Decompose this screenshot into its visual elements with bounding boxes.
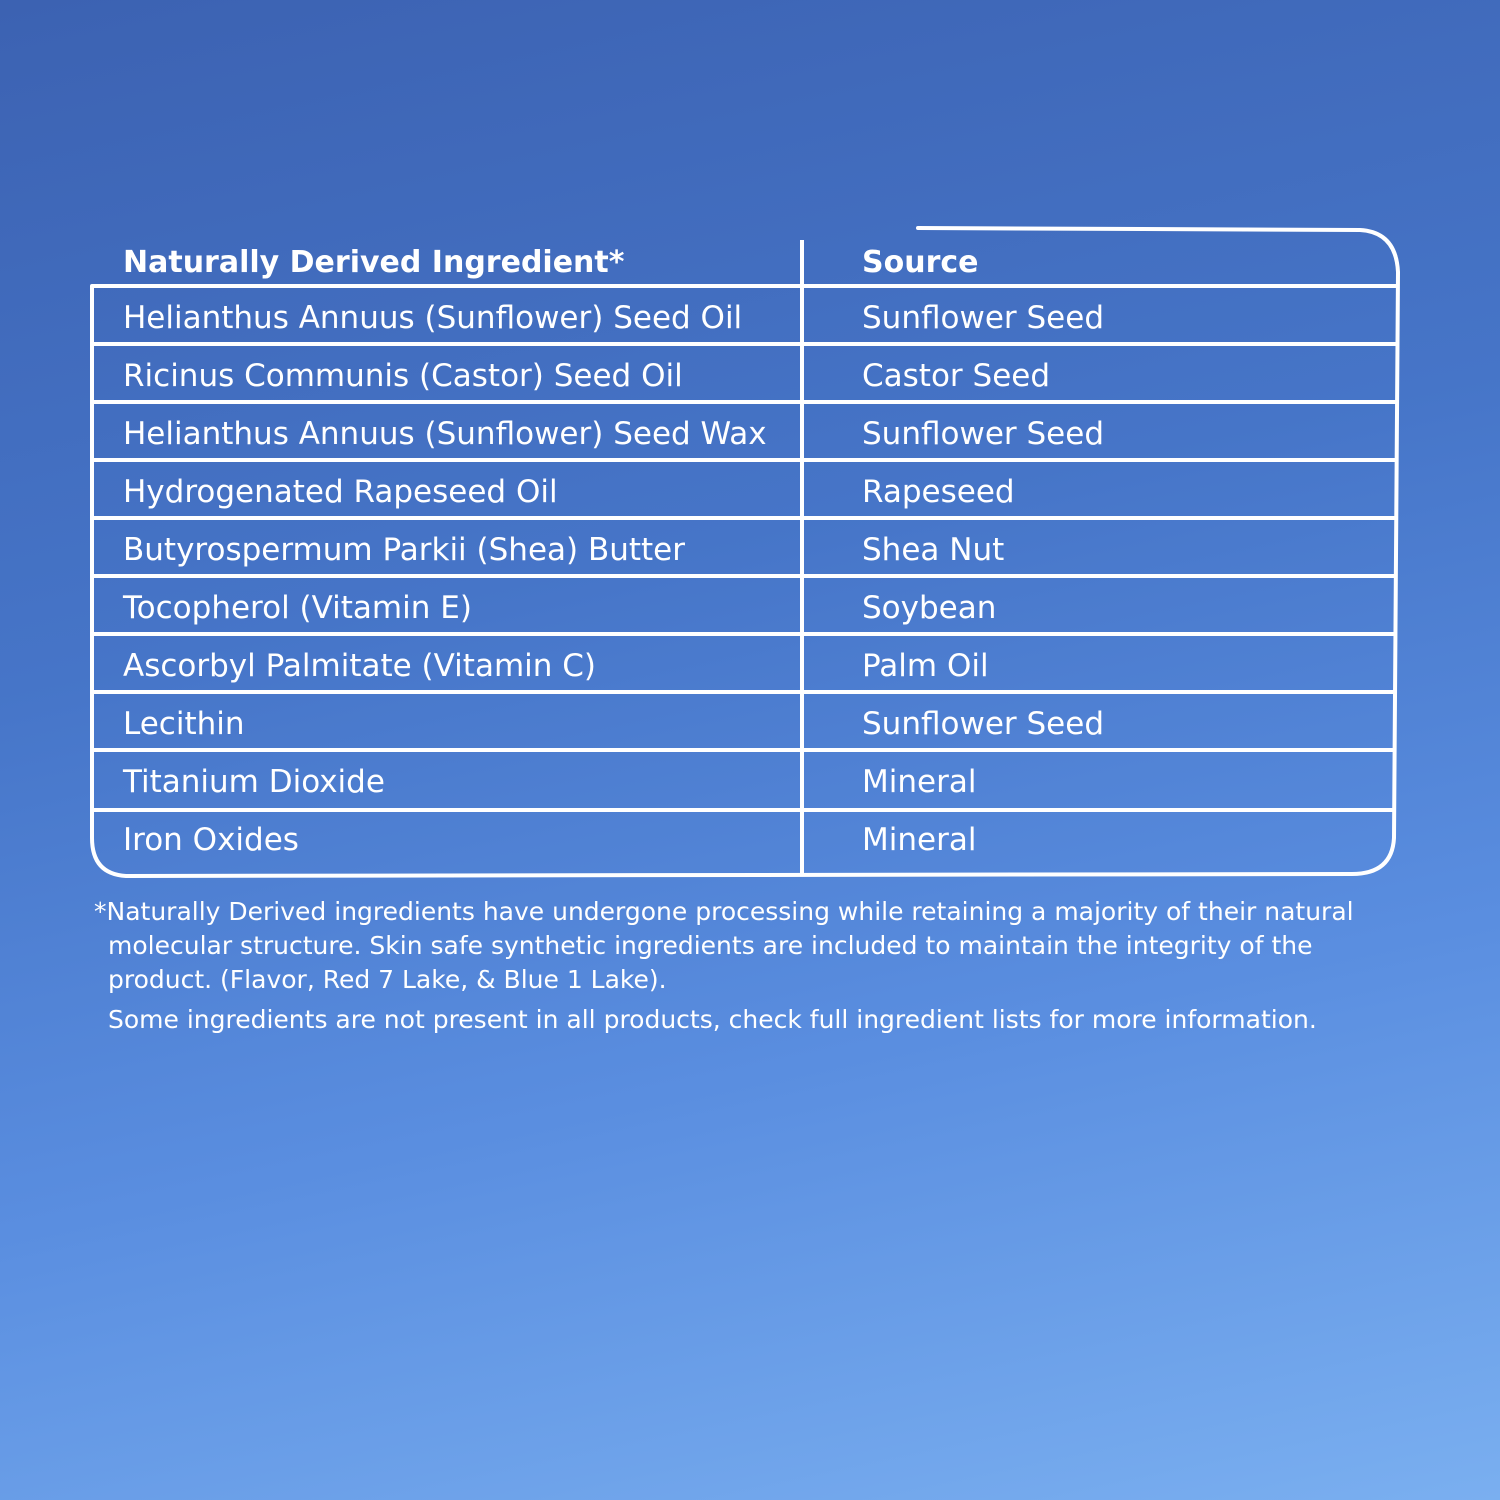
ingredient-cell: Tocopherol (Vitamin E) xyxy=(123,590,472,626)
source-cell: Rapeseed xyxy=(862,474,1015,510)
ingredient-cell: Ascorbyl Palmitate (Vitamin C) xyxy=(123,648,596,684)
ingredient-cell: Ricinus Communis (Castor) Seed Oil xyxy=(123,358,683,394)
footnote-line-3: product. (Flavor, Red 7 Lake, & Blue 1 Lake). xyxy=(108,965,667,994)
header-source: Source xyxy=(862,245,979,280)
source-cell: Shea Nut xyxy=(862,532,1005,568)
source-cell: Palm Oil xyxy=(862,648,989,684)
footnote-line-4: Some ingredients are not present in all products, check full ingredient lists for more information. xyxy=(108,1005,1317,1034)
header-ingredient: Naturally Derived Ingredient* xyxy=(123,245,625,280)
source-cell: Mineral xyxy=(862,822,977,858)
footnote-line-2: molecular structure. Skin safe synthetic ingredients are included to maintain the integrity of the xyxy=(108,931,1313,960)
ingredient-cell: Helianthus Annuus (Sunflower) Seed Oil xyxy=(123,300,743,336)
source-cell: Sunflower Seed xyxy=(862,300,1104,336)
ingredient-cell: Titanium Dioxide xyxy=(123,764,385,800)
footnote-line-1: *Naturally Derived ingredients have undergone processing while retaining a majority of their natural xyxy=(94,897,1354,926)
ingredient-cell: Lecithin xyxy=(123,706,245,742)
ingredient-cell: Hydrogenated Rapeseed Oil xyxy=(123,474,558,510)
ingredient-cell: Butyrospermum Parkii (Shea) Butter xyxy=(123,532,685,568)
source-cell: Soybean xyxy=(862,590,997,626)
ingredient-cell: Helianthus Annuus (Sunflower) Seed Wax xyxy=(123,416,767,452)
source-cell: Castor Seed xyxy=(862,358,1051,394)
ingredient-cell: Iron Oxides xyxy=(123,822,299,858)
source-cell: Sunflower Seed xyxy=(862,706,1104,742)
source-cell: Mineral xyxy=(862,764,977,800)
source-cell: Sunflower Seed xyxy=(862,416,1104,452)
